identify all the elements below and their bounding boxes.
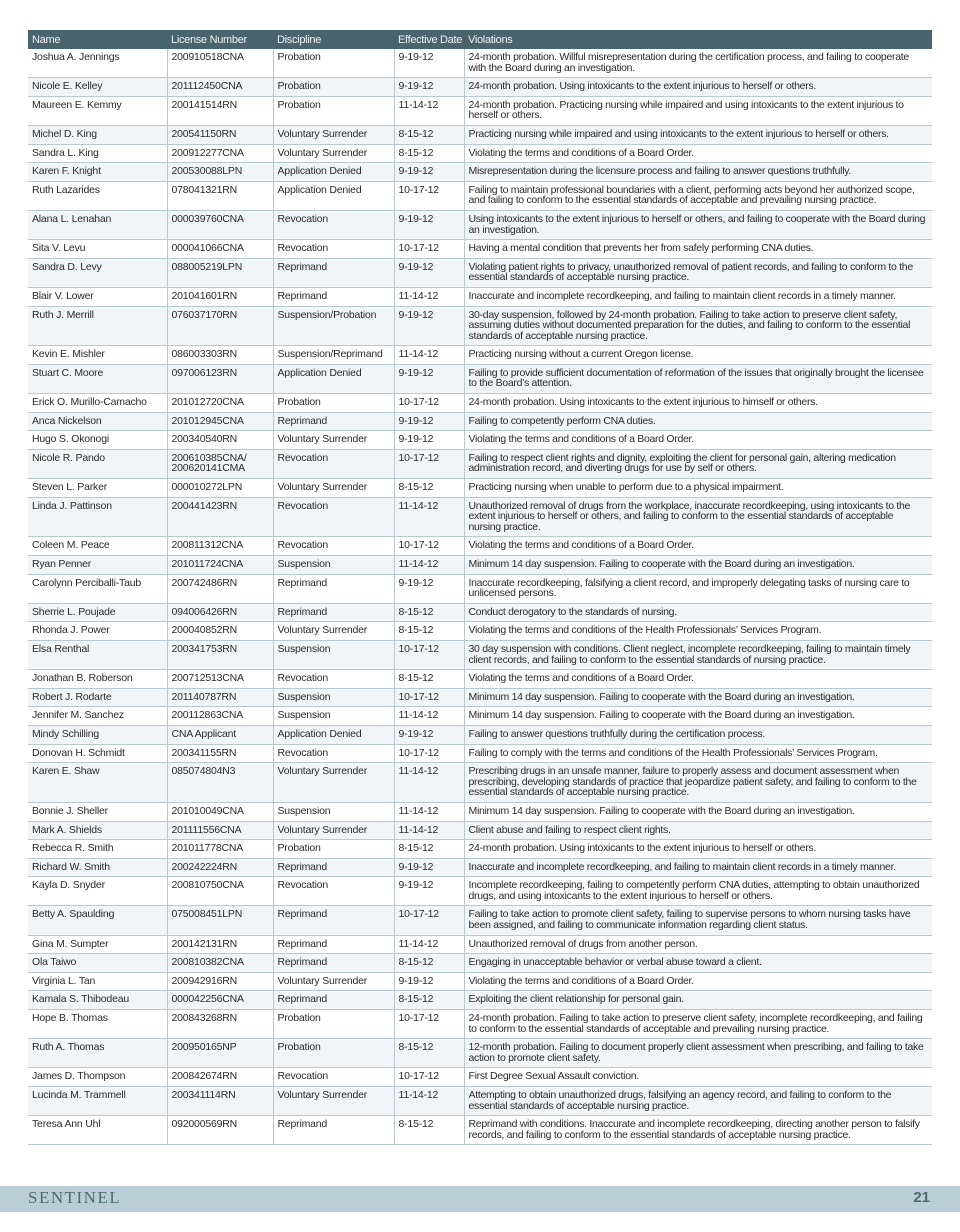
table-row: [28, 287, 932, 306]
cell-license-number: 200530088LPN: [167, 163, 273, 182]
cell-violations: Failing to competently perform CNA duties.: [464, 412, 932, 431]
table-row: [28, 972, 932, 991]
cell-effective-date: 8-15-12: [394, 1116, 464, 1145]
cell-discipline: Revocation: [273, 744, 394, 763]
cell-violations: 24-month probation. Using intoxicants to the extent injurious to himself or others.: [464, 394, 932, 413]
table-row: [28, 144, 932, 163]
cell-name: Hope B. Thomas: [28, 1010, 167, 1039]
cell-license-number: 000042256CNA: [167, 991, 273, 1010]
cell-license-number: 201012720CNA: [167, 394, 273, 413]
cell-effective-date: 11-14-12: [394, 802, 464, 821]
cell-discipline: Probation: [273, 49, 394, 78]
cell-name: Karen E. Shaw: [28, 763, 167, 803]
cell-license-number: 200040852RN: [167, 622, 273, 641]
table-row: [28, 394, 932, 413]
cell-discipline: Revocation: [273, 537, 394, 556]
cell-discipline: Revocation: [273, 877, 394, 906]
cell-discipline: Reprimand: [273, 287, 394, 306]
cell-name: Sherrie L. Poujade: [28, 603, 167, 622]
table-row: [28, 49, 932, 78]
table-row: [28, 688, 932, 707]
cell-license-number: 088005219LPN: [167, 258, 273, 287]
cell-discipline: Application Denied: [273, 163, 394, 182]
table-row: [28, 802, 932, 821]
cell-license-number: 097006123RN: [167, 364, 273, 393]
cell-discipline: Voluntary Surrender: [273, 972, 394, 991]
cell-effective-date: 9-19-12: [394, 877, 464, 906]
table-row: [28, 479, 932, 498]
table-row: [28, 412, 932, 431]
cell-effective-date: 10-17-12: [394, 688, 464, 707]
cell-effective-date: 10-17-12: [394, 640, 464, 669]
cell-violations: 12-month probation. Failing to document properly client assessment when prescribing, and failing to take action to promote client safety.: [464, 1039, 932, 1068]
cell-effective-date: 11-14-12: [394, 821, 464, 840]
cell-effective-date: 8-15-12: [394, 954, 464, 973]
cell-discipline: Revocation: [273, 240, 394, 259]
cell-effective-date: 11-14-12: [394, 935, 464, 954]
cell-violations: 24-month probation. Practicing nursing while impaired and using intoxicants to the extent injurious to herself or others.: [464, 96, 932, 125]
cell-license-number: 076037170RN: [167, 306, 273, 346]
cell-name: Bonnie J. Sheller: [28, 802, 167, 821]
cell-name: Sandra L. King: [28, 144, 167, 163]
cell-license-number: 200541150RN: [167, 125, 273, 144]
cell-license-number: 094006426RN: [167, 603, 273, 622]
cell-license-number: 201140787RN: [167, 688, 273, 707]
cell-license-number: 200811312CNA: [167, 537, 273, 556]
cell-discipline: Voluntary Surrender: [273, 763, 394, 803]
cell-name: Carolynn Perciballi-Taub: [28, 574, 167, 603]
cell-license-number: 078041321RN: [167, 181, 273, 210]
table-row: [28, 640, 932, 669]
cell-license-number: 085074804N3: [167, 763, 273, 803]
cell-license-number: 000039760CNA: [167, 210, 273, 239]
cell-violations: Violating the terms and conditions of a Board Order.: [464, 537, 932, 556]
cell-name: Kamala S. Thibodeau: [28, 991, 167, 1010]
cell-name: Karen F. Knight: [28, 163, 167, 182]
cell-discipline: Probation: [273, 394, 394, 413]
column-header-violations: Violations: [464, 30, 932, 49]
cell-effective-date: 10-17-12: [394, 240, 464, 259]
cell-effective-date: 11-14-12: [394, 763, 464, 803]
cell-name: Mindy Schilling: [28, 725, 167, 744]
cell-license-number: 200112863CNA: [167, 707, 273, 726]
cell-name: Erick O. Murillo-Camacho: [28, 394, 167, 413]
cell-violations: 24-month probation. Using intoxicants to the extent injurious to herself or others.: [464, 840, 932, 859]
cell-license-number: 086003303RN: [167, 346, 273, 365]
cell-effective-date: 8-15-12: [394, 125, 464, 144]
cell-violations: 24-month probation. Failing to take action to preserve client safety, incomplete recordkeeping, and failing to conform to the essential standards of acceptable and prevailing nursing practice.: [464, 1010, 932, 1039]
cell-violations: Failing to answer questions truthfully during the certification process.: [464, 725, 932, 744]
table-row: [28, 744, 932, 763]
cell-violations: 24-month probation. Willful misrepresentation during the certification process, and failing to cooperate with the Board during an investigation.: [464, 49, 932, 78]
table-row: [28, 954, 932, 973]
cell-license-number: 000041066CNA: [167, 240, 273, 259]
cell-license-number: 200242224RN: [167, 858, 273, 877]
cell-effective-date: 9-19-12: [394, 258, 464, 287]
table-row: [28, 258, 932, 287]
table-row: [28, 622, 932, 641]
column-header-effective-date: Effective Date: [394, 30, 464, 49]
page-footer: [0, 1186, 960, 1212]
cell-license-number: 200340540RN: [167, 431, 273, 450]
cell-effective-date: 9-19-12: [394, 574, 464, 603]
cell-name: Hugo S. Okonogi: [28, 431, 167, 450]
table-row: [28, 78, 932, 97]
table-row: [28, 96, 932, 125]
disciplinary-actions-page: [28, 30, 932, 1145]
cell-name: Blair V. Lower: [28, 287, 167, 306]
cell-effective-date: 11-14-12: [394, 346, 464, 365]
cell-violations: 30 day suspension with conditions. Client neglect, incomplete recordkeeping, failing to maintain timely client records, and failing to conform to the essential standards of nursing practice.: [464, 640, 932, 669]
cell-effective-date: 9-19-12: [394, 49, 464, 78]
cell-discipline: Suspension: [273, 556, 394, 575]
cell-violations: Inaccurate and incomplete recordkeeping, and failing to maintain client records in a timely manner.: [464, 858, 932, 877]
table-header-row: [28, 30, 932, 49]
column-header-license-number: License Number: [167, 30, 273, 49]
cell-discipline: Revocation: [273, 1068, 394, 1087]
cell-license-number: 200341114RN: [167, 1087, 273, 1116]
cell-license-number: 200341753RN: [167, 640, 273, 669]
cell-name: Gina M. Sumpter: [28, 935, 167, 954]
cell-effective-date: 8-15-12: [394, 144, 464, 163]
cell-discipline: Reprimand: [273, 574, 394, 603]
table-row: [28, 364, 932, 393]
cell-violations: Minimum 14 day suspension. Failing to cooperate with the Board during an investigation.: [464, 707, 932, 726]
table-row: [28, 497, 932, 537]
cell-violations: Incomplete recordkeeping, failing to competently perform CNA duties, attempting to obtain unauthorized drugs, and using intoxicants to the extent injurious to herself or others.: [464, 877, 932, 906]
cell-discipline: Voluntary Surrender: [273, 144, 394, 163]
cell-discipline: Revocation: [273, 497, 394, 537]
table-row: [28, 707, 932, 726]
cell-name: Alana L. Lenahan: [28, 210, 167, 239]
table-row: [28, 210, 932, 239]
table-row: [28, 725, 932, 744]
cell-discipline: Reprimand: [273, 1116, 394, 1145]
cell-discipline: Reprimand: [273, 991, 394, 1010]
cell-license-number: 201112450CNA: [167, 78, 273, 97]
cell-discipline: Reprimand: [273, 412, 394, 431]
cell-name: Teresa Ann Uhl: [28, 1116, 167, 1145]
cell-violations: Using intoxicants to the extent injurious to herself or others, and failing to cooperate with the Board during an investigation.: [464, 210, 932, 239]
cell-discipline: Voluntary Surrender: [273, 431, 394, 450]
cell-name: Stuart C. Moore: [28, 364, 167, 393]
cell-discipline: Probation: [273, 1010, 394, 1039]
cell-license-number: 201041601RN: [167, 287, 273, 306]
cell-effective-date: 11-14-12: [394, 707, 464, 726]
cell-name: Anca Nickelson: [28, 412, 167, 431]
cell-effective-date: 10-17-12: [394, 1010, 464, 1039]
cell-discipline: Revocation: [273, 210, 394, 239]
table-row: [28, 858, 932, 877]
cell-violations: Minimum 14 day suspension. Failing to cooperate with the Board during an investigation.: [464, 802, 932, 821]
cell-name: Ola Taiwo: [28, 954, 167, 973]
cell-name: Ruth J. Merrill: [28, 306, 167, 346]
table-row: [28, 1116, 932, 1145]
cell-license-number: 201011724CNA: [167, 556, 273, 575]
table-row: [28, 603, 932, 622]
cell-effective-date: 8-15-12: [394, 603, 464, 622]
cell-violations: Violating the terms and conditions of a Board Order.: [464, 431, 932, 450]
cell-violations: Misrepresentation during the licensure process and failing to answer questions truthfully.: [464, 163, 932, 182]
cell-license-number: 200843268RN: [167, 1010, 273, 1039]
table-row: [28, 574, 932, 603]
table-row: [28, 1010, 932, 1039]
cell-violations: Exploiting the client relationship for personal gain.: [464, 991, 932, 1010]
cell-effective-date: 8-15-12: [394, 840, 464, 859]
cell-effective-date: 11-14-12: [394, 1087, 464, 1116]
cell-discipline: Voluntary Surrender: [273, 1087, 394, 1116]
publication-name: SENTINEL: [28, 1188, 122, 1207]
cell-discipline: Reprimand: [273, 858, 394, 877]
cell-discipline: Voluntary Surrender: [273, 125, 394, 144]
cell-discipline: Application Denied: [273, 364, 394, 393]
cell-discipline: Suspension/Probation: [273, 306, 394, 346]
cell-license-number: 200950165NP: [167, 1039, 273, 1068]
cell-effective-date: 11-14-12: [394, 287, 464, 306]
cell-violations: Violating the terms and conditions of a Board Order.: [464, 972, 932, 991]
cell-violations: First Degree Sexual Assault conviction.: [464, 1068, 932, 1087]
cell-effective-date: 9-19-12: [394, 78, 464, 97]
cell-violations: Reprimand with conditions. Inaccurate and incomplete recordkeeping, directing another person to falsify records, and failing to conform to the essential standards of acceptable nursing practice.: [464, 1116, 932, 1145]
table-body: [28, 49, 932, 1145]
cell-violations: Client abuse and failing to respect client rights.: [464, 821, 932, 840]
cell-violations: Practicing nursing when unable to perform due to a physical impairment.: [464, 479, 932, 498]
cell-license-number: 200742486RN: [167, 574, 273, 603]
cell-effective-date: 8-15-12: [394, 670, 464, 689]
cell-effective-date: 8-15-12: [394, 479, 464, 498]
cell-name: Joshua A. Jennings: [28, 49, 167, 78]
cell-name: Sandra D. Levy: [28, 258, 167, 287]
cell-effective-date: 10-17-12: [394, 744, 464, 763]
disciplinary-actions-table: [28, 30, 932, 1145]
table-row: [28, 163, 932, 182]
cell-effective-date: 9-19-12: [394, 210, 464, 239]
cell-effective-date: 10-17-12: [394, 906, 464, 935]
table-row: [28, 240, 932, 259]
cell-name: Nicole R. Pando: [28, 449, 167, 478]
cell-violations: Minimum 14 day suspension. Failing to cooperate with the Board during an investigation.: [464, 556, 932, 575]
cell-name: Donovan H. Schmidt: [28, 744, 167, 763]
cell-violations: Unauthorized removal of drugs from the workplace, inaccurate recordkeeping, using intoxicants to the extent injurious to herself or others, and failing to conform to the essential standards of acceptable nursing practice.: [464, 497, 932, 537]
table-header: [28, 30, 932, 49]
cell-violations: Inaccurate and incomplete recordkeeping, and failing to maintain client records in a timely manner.: [464, 287, 932, 306]
cell-license-number: CNA Applicant: [167, 725, 273, 744]
cell-discipline: Voluntary Surrender: [273, 622, 394, 641]
column-header-discipline: Discipline: [273, 30, 394, 49]
cell-violations: Prescribing drugs in an unsafe manner, failure to properly assess and document assessment when prescribing, developing standards of practice that jeopardize patient safety, and failing to conform to the essential standards of acceptable nursing practice.: [464, 763, 932, 803]
cell-license-number: 200942916RN: [167, 972, 273, 991]
cell-discipline: Suspension: [273, 640, 394, 669]
table-row: [28, 821, 932, 840]
cell-license-number: 075008451LPN: [167, 906, 273, 935]
table-row: [28, 877, 932, 906]
table-row: [28, 556, 932, 575]
cell-effective-date: 10-17-12: [394, 1068, 464, 1087]
cell-effective-date: 9-19-12: [394, 364, 464, 393]
cell-discipline: Probation: [273, 78, 394, 97]
cell-name: Maureen E. Kemmy: [28, 96, 167, 125]
cell-license-number: 200810382CNA: [167, 954, 273, 973]
cell-effective-date: 9-19-12: [394, 306, 464, 346]
cell-effective-date: 8-15-12: [394, 622, 464, 641]
cell-discipline: Application Denied: [273, 181, 394, 210]
cell-discipline: Suspension: [273, 688, 394, 707]
cell-violations: Failing to comply with the terms and conditions of the Health Professionals’ Services Program.: [464, 744, 932, 763]
cell-name: James D. Thompson: [28, 1068, 167, 1087]
cell-violations: Violating the terms and conditions of the Health Professionals’ Services Program.: [464, 622, 932, 641]
cell-violations: Failing to provide sufficient documentation of reformation of the issues that originally brought the licensee to the Board’s attention.: [464, 364, 932, 393]
cell-discipline: Voluntary Surrender: [273, 479, 394, 498]
table-row: [28, 1087, 932, 1116]
table-row: [28, 1039, 932, 1068]
cell-license-number: 201011778CNA: [167, 840, 273, 859]
cell-name: Coleen M. Peace: [28, 537, 167, 556]
cell-effective-date: 9-19-12: [394, 412, 464, 431]
cell-discipline: Probation: [273, 96, 394, 125]
cell-discipline: Probation: [273, 1039, 394, 1068]
cell-violations: Practicing nursing while impaired and using intoxicants to the extent injurious to herself or others.: [464, 125, 932, 144]
table-row: [28, 906, 932, 935]
cell-license-number: 201012945CNA: [167, 412, 273, 431]
cell-effective-date: 9-19-12: [394, 972, 464, 991]
table-row: [28, 935, 932, 954]
cell-license-number: 200912277CNA: [167, 144, 273, 163]
cell-effective-date: 10-17-12: [394, 537, 464, 556]
cell-name: Ryan Penner: [28, 556, 167, 575]
table-row: [28, 449, 932, 478]
cell-name: Nicole E. Kelley: [28, 78, 167, 97]
cell-name: Mark A. Shields: [28, 821, 167, 840]
table-row: [28, 431, 932, 450]
cell-license-number: 200910518CNA: [167, 49, 273, 78]
cell-violations: Practicing nursing without a current Oregon license.: [464, 346, 932, 365]
cell-name: Betty A. Spaulding: [28, 906, 167, 935]
table-row: [28, 763, 932, 803]
cell-violations: 30-day suspension, followed by 24-month probation. Failing to take action to preserve client safety, assuming duties without documented preparation for the duties, and failing to conform to the essential standards of acceptable nursing practice.: [464, 306, 932, 346]
table-row: [28, 306, 932, 346]
cell-discipline: Suspension: [273, 707, 394, 726]
cell-name: Rhonda J. Power: [28, 622, 167, 641]
cell-discipline: Application Denied: [273, 725, 394, 744]
table-row: [28, 181, 932, 210]
page-number: 21: [913, 1189, 930, 1206]
cell-name: Jonathan B. Roberson: [28, 670, 167, 689]
cell-name: Kevin E. Mishler: [28, 346, 167, 365]
cell-discipline: Reprimand: [273, 935, 394, 954]
cell-name: Lucinda M. Trammell: [28, 1087, 167, 1116]
cell-violations: Attempting to obtain unauthorized drugs, falsifying an agency record, and failing to conform to the essential standards of acceptable nursing practice.: [464, 1087, 932, 1116]
cell-name: Michel D. King: [28, 125, 167, 144]
cell-effective-date: 11-14-12: [394, 556, 464, 575]
cell-effective-date: 10-17-12: [394, 394, 464, 413]
table-row: [28, 840, 932, 859]
cell-discipline: Revocation: [273, 670, 394, 689]
cell-name: Linda J. Pattinson: [28, 497, 167, 537]
table-row: [28, 1068, 932, 1087]
table-row: [28, 125, 932, 144]
cell-violations: Minimum 14 day suspension. Failing to cooperate with the Board during an investigation.: [464, 688, 932, 707]
cell-name: Kayla D. Snyder: [28, 877, 167, 906]
cell-license-number: 200441423RN: [167, 497, 273, 537]
cell-license-number: 200712513CNA: [167, 670, 273, 689]
cell-license-number: 200141514RN: [167, 96, 273, 125]
cell-discipline: Revocation: [273, 449, 394, 478]
cell-violations: Having a mental condition that prevents her from safely performing CNA duties.: [464, 240, 932, 259]
column-header-name: Name: [28, 30, 167, 49]
cell-name: Elsa Renthal: [28, 640, 167, 669]
cell-violations: Violating the terms and conditions of a Board Order.: [464, 670, 932, 689]
cell-violations: Failing to maintain professional boundaries with a client, performing acts beyond her authorized scope, and failing to conform to the essential standards of acceptable and prevailing nursing practice.: [464, 181, 932, 210]
cell-name: Jennifer M. Sanchez: [28, 707, 167, 726]
cell-license-number: 092000569RN: [167, 1116, 273, 1145]
cell-discipline: Reprimand: [273, 954, 394, 973]
cell-license-number: 200142131RN: [167, 935, 273, 954]
cell-name: Sita V. Levu: [28, 240, 167, 259]
cell-name: Virginia L. Tan: [28, 972, 167, 991]
cell-name: Ruth Lazarides: [28, 181, 167, 210]
cell-discipline: Probation: [273, 840, 394, 859]
cell-effective-date: 11-14-12: [394, 497, 464, 537]
cell-license-number: 201010049CNA: [167, 802, 273, 821]
cell-effective-date: 9-19-12: [394, 725, 464, 744]
cell-discipline: Suspension/Reprimand: [273, 346, 394, 365]
cell-license-number: 000010272LPN: [167, 479, 273, 498]
cell-violations: Inaccurate recordkeeping, falsifying a client record, and improperly delegating tasks of nursing care to unlicensed persons.: [464, 574, 932, 603]
cell-violations: Unauthorized removal of drugs from another person.: [464, 935, 932, 954]
table-row: [28, 537, 932, 556]
cell-name: Richard W. Smith: [28, 858, 167, 877]
cell-name: Steven L. Parker: [28, 479, 167, 498]
cell-name: Robert J. Rodarte: [28, 688, 167, 707]
cell-license-number: 201111556CNA: [167, 821, 273, 840]
cell-discipline: Reprimand: [273, 258, 394, 287]
cell-license-number: 200610385CNA/ 200620141CMA: [167, 449, 273, 478]
table-row: [28, 991, 932, 1010]
table-row: [28, 346, 932, 365]
cell-name: Rebecca R. Smith: [28, 840, 167, 859]
cell-license-number: 200842674RN: [167, 1068, 273, 1087]
cell-violations: Failing to respect client rights and dignity, exploiting the client for personal gain, altering medication administration record, and diverting drugs for use by self or others.: [464, 449, 932, 478]
cell-license-number: 200810750CNA: [167, 877, 273, 906]
cell-discipline: Suspension: [273, 802, 394, 821]
cell-effective-date: 10-17-12: [394, 181, 464, 210]
table-row: [28, 670, 932, 689]
cell-violations: Violating patient rights to privacy, unauthorized removal of patient records, and failing to conform to the essential standards of acceptable nursing practice.: [464, 258, 932, 287]
cell-effective-date: 10-17-12: [394, 449, 464, 478]
cell-discipline: Reprimand: [273, 603, 394, 622]
cell-violations: Conduct derogatory to the standards of nursing.: [464, 603, 932, 622]
cell-violations: Engaging in unacceptable behavior or verbal abuse toward a client.: [464, 954, 932, 973]
cell-discipline: Reprimand: [273, 906, 394, 935]
cell-violations: 24-month probation. Using intoxicants to the extent injurious to herself or others.: [464, 78, 932, 97]
cell-effective-date: 11-14-12: [394, 96, 464, 125]
cell-effective-date: 9-19-12: [394, 431, 464, 450]
cell-effective-date: 8-15-12: [394, 1039, 464, 1068]
cell-violations: Failing to take action to promote client safety, failing to supervise persons to whom nursing tasks have been assigned, and failing to communicate information regarding client status.: [464, 906, 932, 935]
cell-name: Ruth A. Thomas: [28, 1039, 167, 1068]
cell-effective-date: 8-15-12: [394, 991, 464, 1010]
cell-effective-date: 9-19-12: [394, 163, 464, 182]
cell-license-number: 200341155RN: [167, 744, 273, 763]
cell-effective-date: 9-19-12: [394, 858, 464, 877]
cell-violations: Violating the terms and conditions of a Board Order.: [464, 144, 932, 163]
cell-discipline: Voluntary Surrender: [273, 821, 394, 840]
